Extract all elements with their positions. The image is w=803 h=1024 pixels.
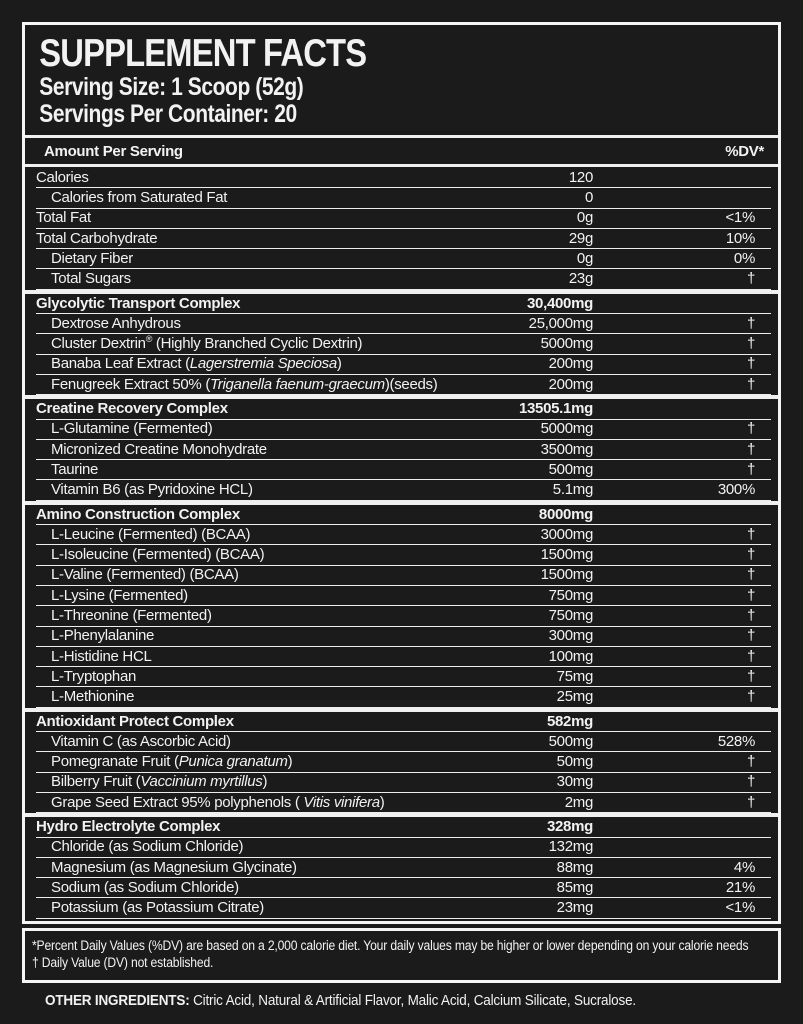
ingredient-name: Grape Seed Extract 95% polyphenols ( Vitis vinifera)	[51, 793, 385, 811]
table-row	[36, 209, 771, 229]
amount-value: 13505.1mg	[518, 400, 593, 418]
table-row	[36, 687, 771, 707]
title-block	[25, 25, 800, 135]
dv-value: †	[746, 607, 755, 625]
amount-value: 582mg	[546, 712, 593, 730]
table-row	[36, 188, 771, 208]
ingredient-name: L-Phenylalanine	[51, 627, 155, 645]
dv-value: †	[746, 335, 755, 353]
table-row	[36, 793, 771, 813]
dv-value: †	[746, 586, 755, 604]
ingredient-name: L-Tryptophan	[51, 667, 137, 685]
dv-value: 21%	[725, 878, 755, 896]
amount-value: 132mg	[548, 838, 593, 856]
complex-name: Creatine Recovery Complex	[36, 400, 228, 418]
complex-name: Amino Construction Complex	[36, 505, 240, 523]
complex-header-row	[36, 399, 771, 419]
table-row	[36, 566, 771, 586]
table-row	[36, 627, 771, 647]
dv-value: †	[746, 460, 755, 478]
ingredient-name: Dietary Fiber	[51, 249, 133, 267]
ingredient-name: Micronized Creatine Monohydrate	[51, 440, 267, 458]
table-row	[36, 229, 771, 249]
amount-value: 88mg	[556, 858, 593, 876]
amount-value: 1500mg	[540, 566, 593, 584]
ingredient-name: Cluster Dextrin® (Highly Branched Cyclic Dextrin)	[51, 335, 363, 353]
amount-value: 500mg	[548, 732, 593, 750]
dv-value: †	[746, 440, 755, 458]
ingredient-name: Total Fat	[36, 209, 91, 227]
page-title: SUPPLEMENT FACTS	[39, 32, 367, 75]
amount-value: 3500mg	[540, 440, 593, 458]
ingredient-name: L-Methionine	[51, 688, 135, 706]
other-ingredients	[45, 992, 803, 1009]
table-row	[36, 732, 771, 752]
ingredient-name: L-Isoleucine (Fermented) (BCAA)	[51, 546, 265, 564]
ingredient-name: Calories from Saturated Fat	[51, 189, 228, 207]
dv-value: †	[746, 667, 755, 685]
table-row	[36, 314, 771, 334]
dv-value: †	[746, 627, 755, 645]
amount-value: 25mg	[556, 688, 593, 706]
table-row	[36, 838, 771, 858]
complex-header-row	[36, 294, 771, 314]
dv-value: †	[746, 793, 755, 811]
other-ingredients-label: OTHER INGREDIENTS:	[45, 991, 190, 1009]
amount-value: 30mg	[556, 773, 593, 791]
ingredient-name: Vitamin B6 (as Pyridoxine HCL)	[51, 481, 253, 499]
ingredient-name: Calories	[36, 168, 89, 186]
table-row	[36, 647, 771, 667]
table-row	[36, 375, 771, 395]
amount-value: 300mg	[548, 627, 593, 645]
amount-value: 25,000mg	[528, 314, 593, 332]
table-row	[36, 355, 771, 375]
table-row	[36, 168, 771, 188]
amount-value: 200mg	[548, 355, 593, 373]
amount-value: 100mg	[548, 647, 593, 665]
ingredient-name: Total Carbohydrate	[36, 229, 158, 247]
dv-value: †	[746, 314, 755, 332]
dv-value: <1%	[725, 209, 755, 227]
dv-value: 300%	[717, 481, 755, 499]
facts-table	[25, 167, 778, 921]
ingredient-name: Sodium (as Sodium Chloride)	[51, 878, 239, 896]
table-row	[36, 480, 771, 500]
amount-value: 0	[584, 189, 593, 207]
table-row	[36, 420, 771, 440]
dv-value: †	[746, 420, 755, 438]
footnote-box	[22, 928, 781, 983]
amount-value: 0g	[576, 209, 593, 227]
dv-value: 10%	[725, 229, 755, 247]
ingredient-name: Vitamin C (as Ascorbic Acid)	[51, 732, 231, 750]
ingredient-name: L-Valine (Fermented) (BCAA)	[51, 566, 239, 584]
supplement-facts-panel	[22, 22, 781, 924]
table-row	[36, 334, 771, 354]
table-row	[36, 269, 771, 289]
ingredient-name: L-Glutamine (Fermented)	[51, 420, 213, 438]
complex-header-row	[36, 505, 771, 525]
ingredient-name: Taurine	[51, 460, 99, 478]
ingredient-name: L-Leucine (Fermented) (BCAA)	[51, 525, 251, 543]
table-row	[36, 752, 771, 772]
complex-name: Antioxidant Protect Complex	[36, 712, 234, 730]
amount-value: 30,400mg	[527, 294, 593, 312]
ingredient-name: Chloride (as Sodium Chloride)	[51, 838, 244, 856]
table-row	[36, 858, 771, 878]
complex-name: Glycolytic Transport Complex	[36, 294, 241, 312]
servings-per-container: Servings Per Container: 20	[39, 100, 297, 128]
dv-value: 0%	[733, 249, 755, 267]
amount-value: 120	[568, 168, 593, 186]
dv-value: †	[746, 688, 755, 706]
amount-value: 750mg	[548, 586, 593, 604]
ingredient-name: Bilberry Fruit (Vaccinium myrtillus)	[51, 773, 268, 791]
ingredient-name: L-Histidine HCL	[51, 647, 152, 665]
table-row	[36, 878, 771, 898]
amount-value: 50mg	[556, 753, 593, 771]
amount-value: 5000mg	[540, 420, 593, 438]
ingredient-name: Magnesium (as Magnesium Glycinate)	[51, 858, 297, 876]
amount-value: 23g	[568, 270, 593, 288]
amount-value: 0g	[576, 249, 593, 267]
dv-value: †	[746, 270, 755, 288]
amount-value: 75mg	[556, 667, 593, 685]
table-row	[36, 249, 771, 269]
dv-value: 528%	[717, 732, 755, 750]
complex-name: Hydro Electrolyte Complex	[36, 818, 221, 835]
dv-value: †	[746, 546, 755, 564]
amount-value: 5000mg	[540, 335, 593, 353]
amount-value: 328mg	[546, 818, 593, 835]
dv-value: †	[746, 773, 755, 791]
table-row	[36, 545, 771, 565]
table-row	[36, 525, 771, 545]
dv-value: <1%	[725, 899, 755, 917]
amount-value: 8000mg	[538, 505, 593, 523]
ingredient-name: L-Threonine (Fermented)	[51, 607, 212, 625]
table-row	[36, 460, 771, 480]
dv-value: †	[746, 375, 755, 393]
table-row	[36, 586, 771, 606]
ingredient-name: Total Sugars	[51, 270, 131, 288]
amount-value: 500mg	[548, 460, 593, 478]
serving-size: Serving Size: 1 Scoop (52g)	[39, 73, 304, 101]
footnote-dagger: † Daily Value (DV) not established.	[32, 955, 214, 971]
table-row	[36, 898, 771, 918]
amount-value: 23mg	[556, 899, 593, 917]
amount-value: 5.1mg	[552, 481, 593, 499]
dv-value: †	[746, 753, 755, 771]
ingredient-name: Banaba Leaf Extract (Lagerstremia Speciosa)	[51, 355, 342, 373]
amount-value: 85mg	[556, 878, 593, 896]
table-row	[36, 773, 771, 793]
amount-value: 200mg	[548, 375, 593, 393]
dv-value: †	[746, 355, 755, 373]
table-row	[36, 667, 771, 687]
column-header-band	[25, 135, 778, 167]
ingredient-name: Potassium (as Potassium Citrate)	[51, 899, 264, 917]
complex-header-row	[36, 817, 771, 837]
table-row	[36, 606, 771, 626]
amount-per-serving-header: Amount Per Serving	[44, 142, 183, 160]
amount-value: 1500mg	[540, 546, 593, 564]
dv-value: †	[746, 525, 755, 543]
amount-value: 750mg	[548, 607, 593, 625]
ingredient-name: Pomegranate Fruit (Punica granatum)	[51, 753, 293, 771]
dv-header: %DV*	[725, 142, 764, 160]
ingredient-name: Dextrose Anhydrous	[51, 314, 181, 332]
footnote-dv: *Percent Daily Values (%DV) are based on a 2,000 calorie diet. Your daily values may be higher or lower depending on your calorie needs	[32, 937, 749, 953]
dv-value: †	[746, 647, 755, 665]
dv-value: 4%	[733, 858, 755, 876]
complex-header-row	[36, 712, 771, 732]
amount-value: 3000mg	[540, 525, 593, 543]
amount-value: 2mg	[564, 793, 593, 811]
amount-value: 29g	[568, 229, 593, 247]
table-row	[36, 440, 771, 460]
dv-value: †	[746, 566, 755, 584]
other-ingredients-text: Citric Acid, Natural & Artificial Flavor, Malic Acid, Calcium Silicate, Sucralose.	[189, 991, 636, 1009]
ingredient-name: L-Lysine (Fermented)	[51, 586, 188, 604]
ingredient-name: Fenugreek Extract 50% (Triganella faenum-graecum)(seeds)	[51, 375, 438, 393]
